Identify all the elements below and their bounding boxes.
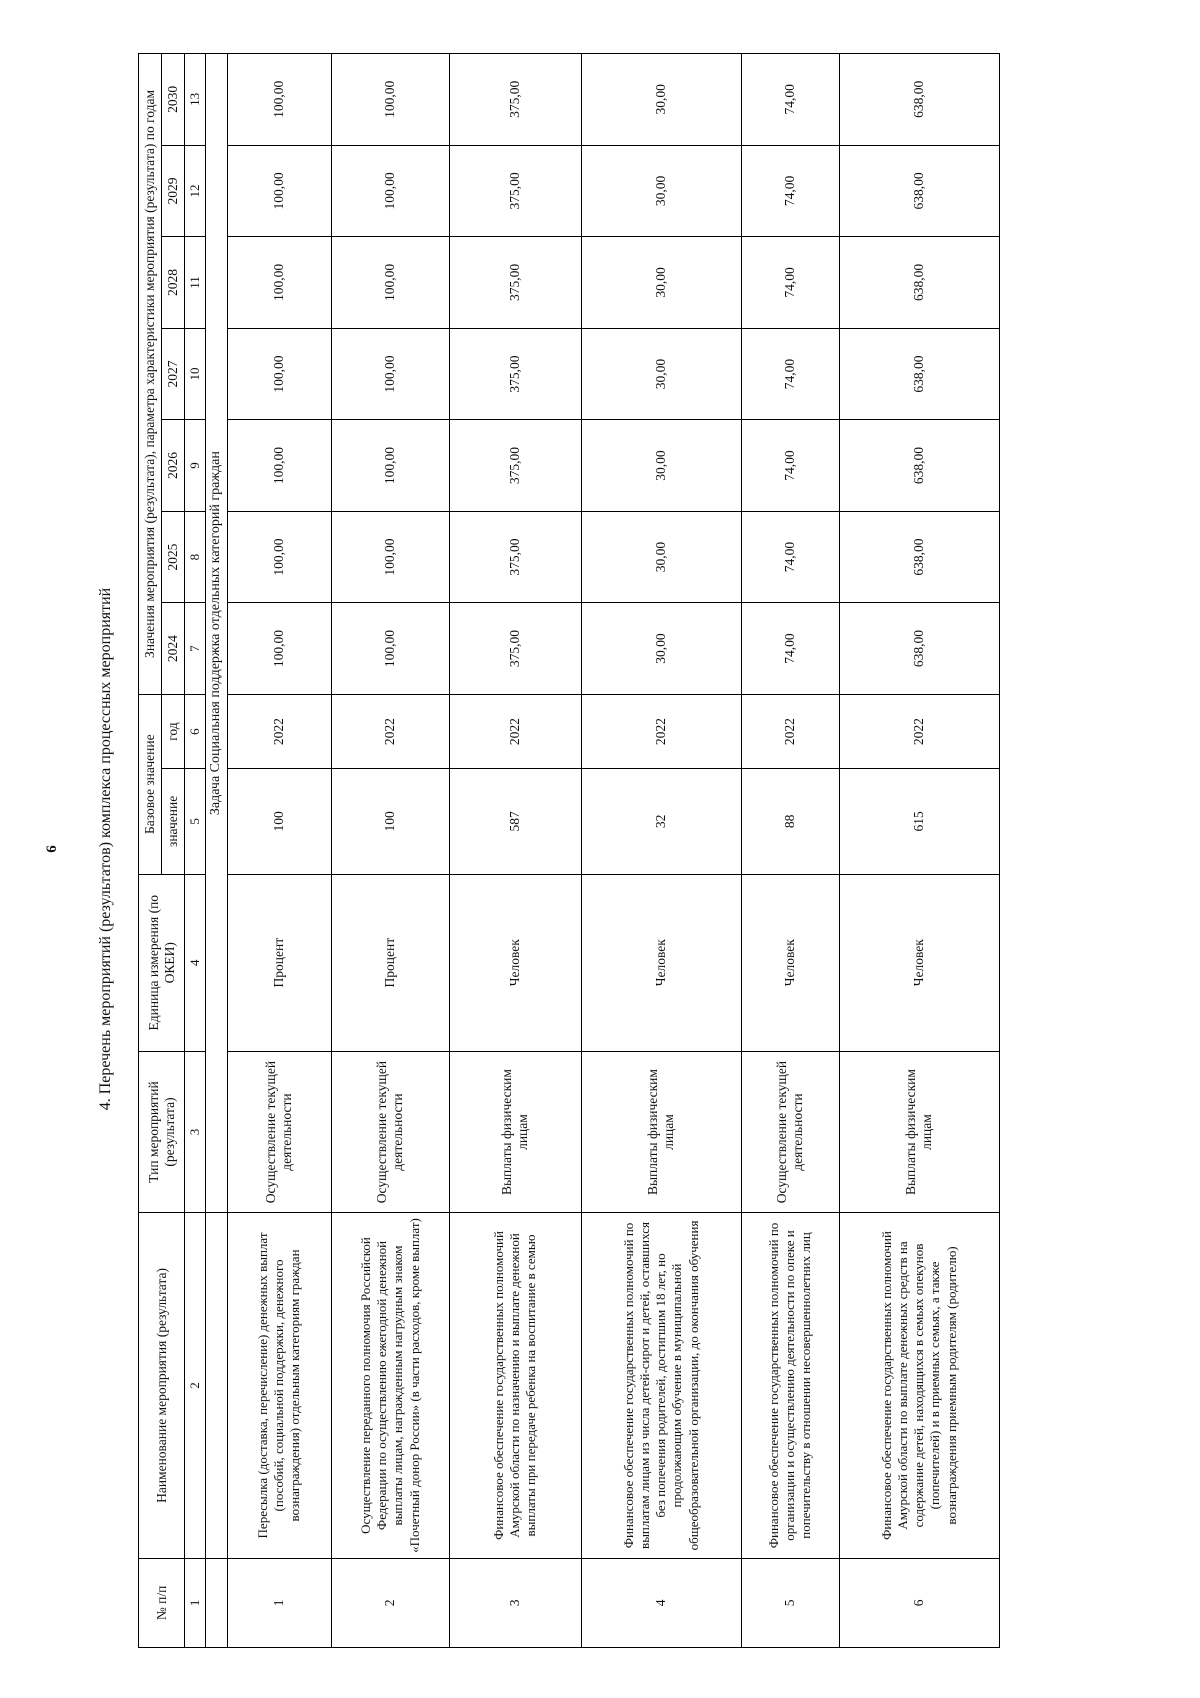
- column-number: 7: [185, 603, 206, 695]
- task-title: Задача Социальная поддержка отдельных категорий граждан: [205, 54, 227, 1213]
- activity-type: Выплаты физическим лицам: [449, 1051, 581, 1212]
- row-number: 5: [741, 1558, 839, 1647]
- activity-name: Осуществление переданного полномочия Российской Федерации по осуществлению ежегодной денежной выплаты лицам, награжденным нагрудным знаком «Почетный донор России» (в части расходов, кроме выплат): [331, 1213, 449, 1559]
- base-value: 615: [839, 769, 999, 874]
- page-number: 6: [44, 845, 60, 853]
- year-value: 638,00: [839, 237, 999, 329]
- year-value: 638,00: [839, 420, 999, 512]
- base-value: 88: [741, 769, 839, 874]
- header-base: Базовое значение: [139, 694, 162, 874]
- year-value: 100,00: [227, 603, 331, 695]
- year-value: 375,00: [449, 603, 581, 695]
- year-value: 100,00: [227, 511, 331, 603]
- column-number: 6: [185, 694, 206, 768]
- row-number: 4: [581, 1558, 741, 1647]
- activity-name: Пересылка (доставка, перечисление) денежных выплат (пособий, социальной поддержки, денежного вознаграждения) отдельным категориям граждан: [227, 1213, 331, 1559]
- base-year: 2022: [331, 694, 449, 768]
- base-year: 2022: [449, 694, 581, 768]
- base-value: 100: [331, 769, 449, 874]
- unit: Процент: [331, 874, 449, 1051]
- activity-type: Осуществление текущей деятельности: [741, 1051, 839, 1212]
- column-number: 11: [185, 237, 206, 329]
- year-value: 74,00: [741, 511, 839, 603]
- base-year: 2022: [741, 694, 839, 768]
- unit: Человек: [581, 874, 741, 1051]
- column-number: 4: [185, 874, 206, 1051]
- year-value: 100,00: [331, 603, 449, 695]
- unit: Человек: [449, 874, 581, 1051]
- activities-table: [138, 53, 1000, 1648]
- row-number: 3: [449, 1558, 581, 1647]
- header-year: 2029: [162, 145, 185, 237]
- base-year: 2022: [227, 694, 331, 768]
- year-value: 100,00: [227, 54, 331, 146]
- year-value: 100,00: [331, 511, 449, 603]
- year-value: 30,00: [581, 145, 741, 237]
- year-value: 100,00: [331, 145, 449, 237]
- header-values: Значения мероприятия (результата), параметра характеристики мероприятия (результата) по годам: [139, 54, 162, 695]
- column-number: 10: [185, 328, 206, 420]
- year-value: 638,00: [839, 511, 999, 603]
- year-value: 375,00: [449, 237, 581, 329]
- header-type: Тип мероприятий (результата): [139, 1051, 185, 1212]
- column-number: 12: [185, 145, 206, 237]
- header-year: 2024: [162, 603, 185, 695]
- year-value: 30,00: [581, 328, 741, 420]
- year-value: 100,00: [331, 328, 449, 420]
- task-row: [205, 54, 227, 1648]
- year-value: 30,00: [581, 420, 741, 512]
- header-unit: Единица измерения (по ОКЕИ): [139, 874, 185, 1051]
- activity-name: Финансовое обеспечение государственных полномочий по организации и осуществлению деятельности по опеке и попечительству в отношении несовершеннолетних лиц: [741, 1213, 839, 1559]
- header-year: 2026: [162, 420, 185, 512]
- header-year: 2028: [162, 237, 185, 329]
- year-value: 30,00: [581, 603, 741, 695]
- header-num: № п/п: [139, 1558, 185, 1647]
- year-value: 74,00: [741, 328, 839, 420]
- activity-type: Выплаты физическим лицам: [581, 1051, 741, 1212]
- table-row: [741, 54, 839, 1648]
- column-number: 5: [185, 769, 206, 874]
- header-year: 2030: [162, 54, 185, 146]
- activity-type: Выплаты физическим лицам: [839, 1051, 999, 1212]
- unit: Процент: [227, 874, 331, 1051]
- unit: Человек: [839, 874, 999, 1051]
- year-value: 100,00: [227, 328, 331, 420]
- year-value: 74,00: [741, 54, 839, 146]
- activity-name: Финансовое обеспечение государственных полномочий Амурской области по назначению и выплате денежной выплаты при передаче ребенка на воспитание в семью: [449, 1213, 581, 1559]
- row-number: 1: [227, 1558, 331, 1647]
- year-value: 74,00: [741, 420, 839, 512]
- header-year: 2027: [162, 328, 185, 420]
- header-name: Наименование мероприятия (результата): [139, 1213, 185, 1559]
- base-year: 2022: [839, 694, 999, 768]
- year-value: 100,00: [331, 420, 449, 512]
- year-value: 638,00: [839, 603, 999, 695]
- section-title: 4. Перечень мероприятий (результатов) комплекса процессных мероприятий: [97, 587, 114, 1111]
- base-value: 100: [227, 769, 331, 874]
- year-value: 100,00: [227, 420, 331, 512]
- unit: Человек: [741, 874, 839, 1051]
- column-number: 3: [185, 1051, 206, 1212]
- year-value: 375,00: [449, 420, 581, 512]
- base-value: 32: [581, 769, 741, 874]
- activity-type: Осуществление текущей деятельности: [227, 1051, 331, 1212]
- year-value: 100,00: [331, 54, 449, 146]
- table-row: [449, 54, 581, 1648]
- year-value: 375,00: [449, 328, 581, 420]
- year-value: 74,00: [741, 603, 839, 695]
- column-number: 8: [185, 511, 206, 603]
- column-number: 13: [185, 54, 206, 146]
- header-base-value: значение: [162, 769, 185, 874]
- row-number: 6: [839, 1558, 999, 1647]
- year-value: 74,00: [741, 237, 839, 329]
- row-number: 2: [331, 1558, 449, 1647]
- column-numbers-row: [185, 54, 206, 1648]
- year-value: 638,00: [839, 145, 999, 237]
- header-year: 2025: [162, 511, 185, 603]
- year-value: 100,00: [331, 237, 449, 329]
- column-number: 9: [185, 420, 206, 512]
- table-row: [227, 54, 331, 1648]
- year-value: 100,00: [227, 145, 331, 237]
- year-value: 30,00: [581, 511, 741, 603]
- activity-name: Финансовое обеспечение государственных полномочий Амурской области по выплате денежных средств на содержание детей, находящихся в семьях опекунов (попечителей) и в приемных семьях, а также вознаграждения приемным родителям (родителю): [839, 1213, 999, 1559]
- year-value: 638,00: [839, 328, 999, 420]
- base-value: 587: [449, 769, 581, 874]
- column-number: 2: [185, 1213, 206, 1559]
- table-body: [227, 54, 999, 1648]
- activity-name: Финансовое обеспечение государственных полномочий по выплатам лицам из числа детей-сирот и детей, оставшихся без попечения родителей, достигшим 18 лет, но продолжающим обучение в муниципальной общеобразовательной организации, до окончания обучения: [581, 1213, 741, 1559]
- year-value: 375,00: [449, 145, 581, 237]
- rotated-page-content: [44, 49, 1150, 1649]
- header-base-year: год: [162, 694, 185, 768]
- year-value: 30,00: [581, 237, 741, 329]
- year-value: 375,00: [449, 54, 581, 146]
- table-row: [839, 54, 999, 1648]
- header-row: [139, 54, 162, 1648]
- year-value: 375,00: [449, 511, 581, 603]
- table-row: [331, 54, 449, 1648]
- year-value: 100,00: [227, 237, 331, 329]
- column-number: 1: [185, 1558, 206, 1647]
- year-value: 74,00: [741, 145, 839, 237]
- activity-type: Осуществление текущей деятельности: [331, 1051, 449, 1212]
- year-value: 638,00: [839, 54, 999, 146]
- year-value: 30,00: [581, 54, 741, 146]
- base-year: 2022: [581, 694, 741, 768]
- table-row: [581, 54, 741, 1648]
